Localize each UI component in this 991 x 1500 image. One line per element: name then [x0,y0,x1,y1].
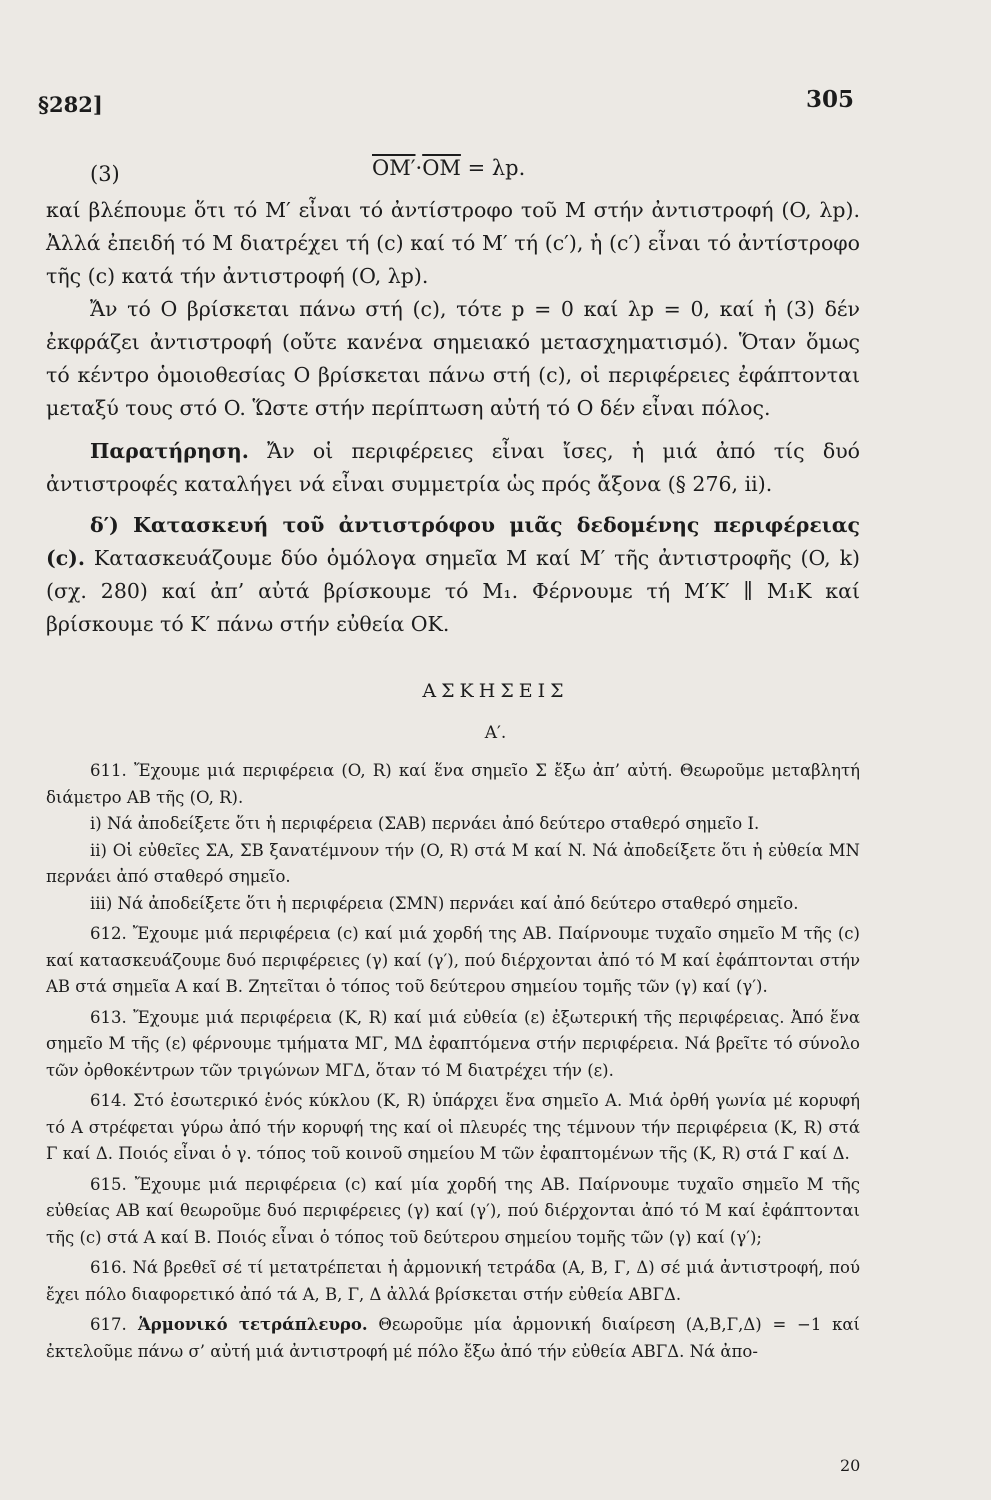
printer-signature: 20 [840,1456,861,1475]
exercise-616: 616. Νά βρεθεῖ σέ τί μετατρέπεται ἡ ἁρμονική τετράδα (A, B, Γ, Δ) σέ μιά ἀντιστροφή, πού ἔχει πόλο διαφορετικό ἀπό τά A, B, Γ, Δ ἀλλά βρίσκεται στήν εὐθεία ABΓΔ. [46,1258,860,1304]
exercise-615: 615. Ἔχουμε μιά περιφέρεια (c) καί μία χορδή της AB. Παίρνουμε τυχαῖο σημεῖο M τῆς εὐθείας AB καί θεωροῦμε δυό περιφέρειες (γ) καί (γ′), πού διέρχονται ἀπό τό M καί ἐφάπτονται τῆς (c) στά A καί B. Ποιός εἶναι ὁ τόπος τοῦ δεύτερου σημείου τομῆς τῶν (γ) καί (γ′); [46,1174,860,1247]
exercise-617 [46,1312,860,1365]
exercise-611-ii: ii) Οἱ εὐθεῖες ΣA, ΣB ξανατέμνουν τήν (O, R) στά M καί N. Νά ἀποδείξετε ὅτι ἡ εὐθεία MN περνάει ἀπό σταθερό σημεῖο. [46,840,860,886]
exercise-617-label: Ἁρμονικό τετράπλευρο. [126,1315,368,1334]
exercise-613: 613. Ἔχουμε μιά περιφέρεια (K, R) καί μιά εὐθεία (ε) ἐξωτερική τῆς περιφέρειας. Ἀπό ἕνα σημεῖο M τῆς (ε) φέρνουμε τμήματα MΓ, MΔ ἐφαπτόμενα στήν περιφέρεια. Νά βρεῖτε τό σύνολο τῶν ὀρθοκέντρων τῶν τριγώνων MΓΔ, ὅταν τό M διατρέχει τήν (ε). [46,1007,860,1080]
exercise-611: 611. Ἔχουμε μιά περιφέρεια (O, R) καί ἕνα σημεῖο Σ ἔξω ἀπ’ αὐτή. Θεωροῦμε μεταβλητή διάμετρο AB τῆς (O, R). [46,761,860,807]
page-number: 305 [806,86,855,113]
exercise-611-iii: iii) Νά ἀποδείξετε ὅτι ἡ περιφέρεια (ΣMN) περνάει καί ἀπό δεύτερο σταθερό σημεῖο. [90,893,799,913]
paragraph-1: καί βλέπουμε ὅτι τό M′ εἶναι τό ἀντίστροφο τοῦ M στήν ἀντιστροφή (O, λp). Ἀλλά ἐπειδή τό M διατρέχει τή (c) καί τό M′ τή (c′), ἡ (c′) εἶναι τό ἀντίστροφο τῆς (c) κατά τήν ἀντιστροφή (O, λp). [46,198,860,288]
equation-rhs: = λp. [460,156,526,180]
remark-paragraph [46,435,860,501]
construction-label: δ′) Κατασκευή τοῦ ἀντιστρόφου μιᾶς δεδομένης περιφέρειας (c). [46,513,860,570]
exercises-heading: ΑΣΚΗΣΕΙΣ [422,680,569,702]
equation-lhs-2: $\overline{OM}$ [422,156,461,180]
section-reference: §282] [38,92,103,117]
main-text [46,194,860,641]
equation-dot: · [415,156,423,180]
exercise-617-text: Θεωροῦμε μία ἁρμονική διαίρεση (A,B,Γ,Δ) = −1 καί ἐκτελοῦμε πάνω σ’ αὐτή μιά ἀντιστροφή μέ πόλο ἔξω ἀπό τήν εὐθεία ABΓΔ. Νά ἀπο- [46,1315,860,1361]
equation-body [372,156,525,180]
remark-text: Ἄν οἱ περιφέρειες εἶναι ἴσες, ἡ μιά ἀπό τίς δυό ἀντιστροφές καταλήγει νά εἶναι συμμετρία ὡς πρός ἄξονα (§ 276, ii). [46,439,860,496]
exercise-614: 614. Στό ἐσωτερικό ἑνός κύκλου (K, R) ὑπάρχει ἕνα σημεῖο A. Μιά ὀρθή γωνία μέ κορυφή τό A στρέφεται γύρω ἀπό τήν κορυφή της καί οἱ πλευρές της τέμνουν τήν περιφέρεια (K, R) στά Γ καί Δ. Ποιός εἶναι ὁ γ. τόπος τοῦ κοινοῦ σημείου M τῶν ἐφαπτομένων τῆς (K, R) στά Γ καί Δ. [46,1091,860,1163]
paragraph-2: Ἄν τό O βρίσκεται πάνω στή (c), τότε p = 0 καί λp = 0, καί ἡ (3) δέν ἐκφράζει ἀντιστροφή (οὔτε κανένα σημειακό μετασχηματισμό). Ὅταν ὅμως τό κέντρο ὁμοιοθεσίας O βρίσκεται πάνω στή (c), οἱ περιφέρειες ἐφάπτονται μεταξύ τους στό O. Ὥστε στήν περίπτωση αὐτή τό O δέν εἶναι πόλος. [46,297,860,420]
exercise-list [46,758,860,1365]
exercise-group-label: Α′. [484,723,507,743]
equation-3 [90,156,870,192]
exercise-617-number: 617. [90,1315,127,1334]
equation-label: (3) [90,162,120,186]
exercise-611-i: i) Νά ἀποδείξετε ὅτι ἡ περιφέρεια (ΣAB) περνάει ἀπό δεύτερο σταθερό σημεῖο I. [90,814,760,833]
remark-label: Παρατήρηση. [90,439,249,463]
construction-paragraph [46,509,860,641]
exercise-612: 612. Ἔχουμε μιά περιφέρεια (c) καί μιά χορδή της AB. Παίρνουμε τυχαῖο σημεῖο M τῆς (c) καί κατασκευάζουμε δυό περιφέρειες (γ) καί (γ′), πού διέρχονται ἀπό τό M καί ἐφάπτονται στήν AB στά σημεῖα A καί B. Ζητεῖται ὁ τόπος τοῦ δεύτερου σημείου τομῆς τῶν (γ) καί (γ′). [46,924,860,996]
construction-text: Κατασκευάζουμε δύο ὁμόλογα σημεῖα M καί M′ τῆς ἀντιστροφῆς (O, k) (σχ. 280) καί ἀπ’ αὐτά βρίσκουμε τό M₁. Φέρνουμε τή M′K′ ∥ M₁K καί βρίσκουμε τό K′ πάνω στήν εὐθεία OK. [46,546,860,636]
equation-lhs-1: OM′ [372,156,416,180]
